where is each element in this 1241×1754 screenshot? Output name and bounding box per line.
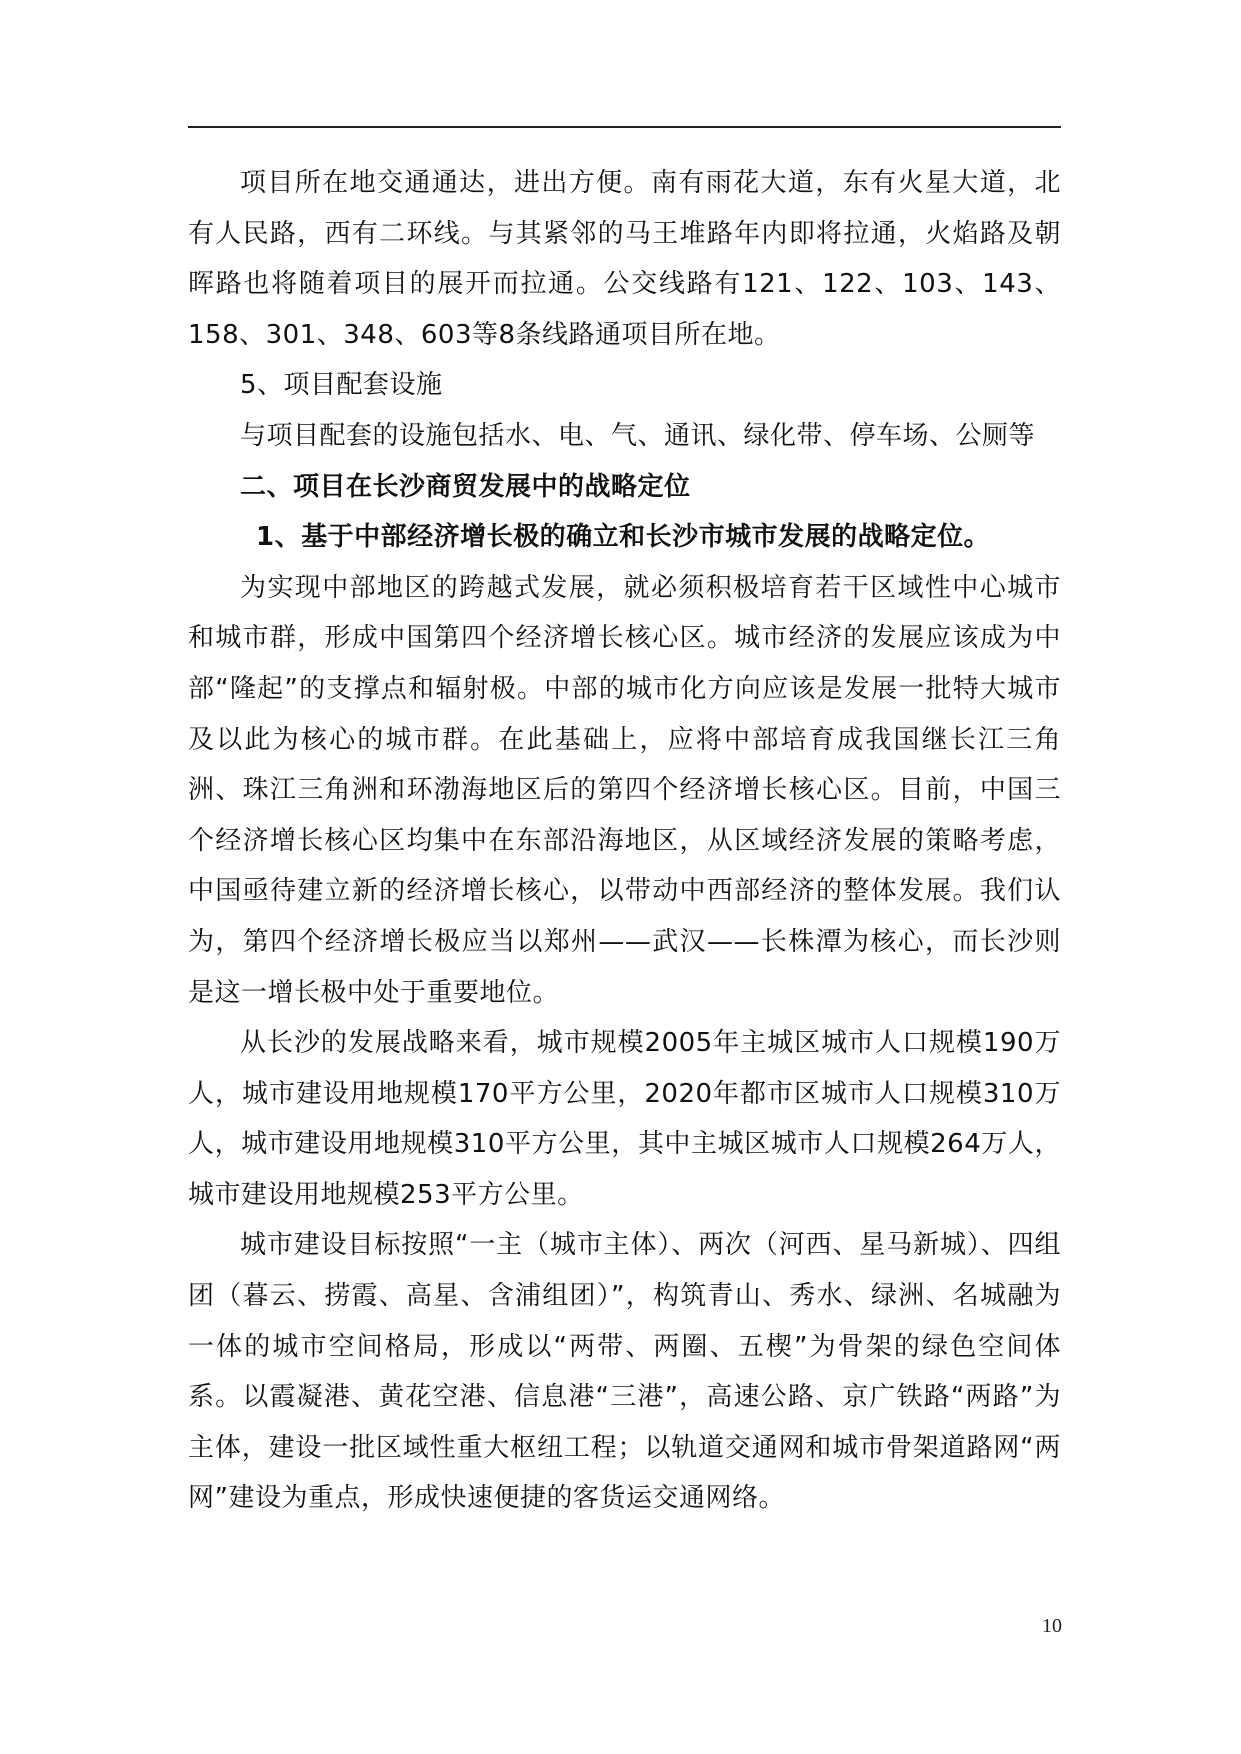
section-heading-strategy: 二、项目在长沙商贸发展中的战略定位 [240,471,691,502]
body-text [188,158,1061,1524]
section-item-facilities: 5、项目配套设施 [240,370,443,401]
paragraph-city-scale: 从长沙的发展战略来看，城市规模2005年主城区城市人口规模190万人，城市建设用地规模170平方公里，2020年都市区城市人口规模310万人，城市建设用地规模310平方公里，其中主城区城市人口规模264万人，城市建设用地规模253平方公里。 [188,1028,1061,1210]
paragraph-central-region: 为实现中部地区的跨越式发展，就必须积极培育若干区域性中心城市和城市群，形成中国第四个经济增长核心区。城市经济的发展应该成为中部“隆起”的支撑点和辐射极。中部的城市化方向应该是发展一批特大城市及以此为核心的城市群。在此基础上，应将中部培育成我国继长江三角洲、珠江三角洲和环渤海地区后的第四个经济增长核心区。目前，中国三个经济增长核心区均集中在东部沿海地区，从区域经济发展的策略考虑，中国亟待建立新的经济增长核心，以带动中西部经济的整体发展。我们认为，第四个经济增长极应当以郑州——武汉——长株潭为核心，而长沙则是这一增长极中处于重要地位。 [188,572,1061,1008]
paragraph-transport: 项目所在地交通通达，进出方便。南有雨花大道，东有火星大道，北有人民路，西有二环线。与其紧邻的马王堆路年内即将拉通，火焰路及朝晖路也将随着项目的展开而拉通。公交线路有121、122、103、143、158、301、348、603等8条线路通项目所在地。 [188,168,1061,350]
page-number: 10 [1042,1615,1062,1637]
header-rule [188,126,1061,128]
paragraph-construction-goals: 城市建设目标按照“一主（城市主体）、两次（河西、星马新城）、四组团（暮云、捞霞、高星、含浦组团）”，构筑青山、秀水、绿洲、名城融为一体的城市空间格局，形成以“两带、两圈、五楔”为骨架的绿色空间体系。以霞凝港、黄花空港、信息港“三港”，高速公路、京广铁路“两路”为主体，建设一批区域性重大枢纽工程；以轨道交通网和城市骨架道路网“两网”建设为重点，形成快速便捷的客货运交通网络。 [188,1230,1061,1514]
subsection-heading-growth-pole: 1、基于中部经济增长极的确立和长沙市城市发展的战略定位。 [256,522,991,553]
paragraph-facilities: 与项目配套的设施包括水、电、气、通讯、绿化带、停车场、公厕等 [240,420,1036,451]
